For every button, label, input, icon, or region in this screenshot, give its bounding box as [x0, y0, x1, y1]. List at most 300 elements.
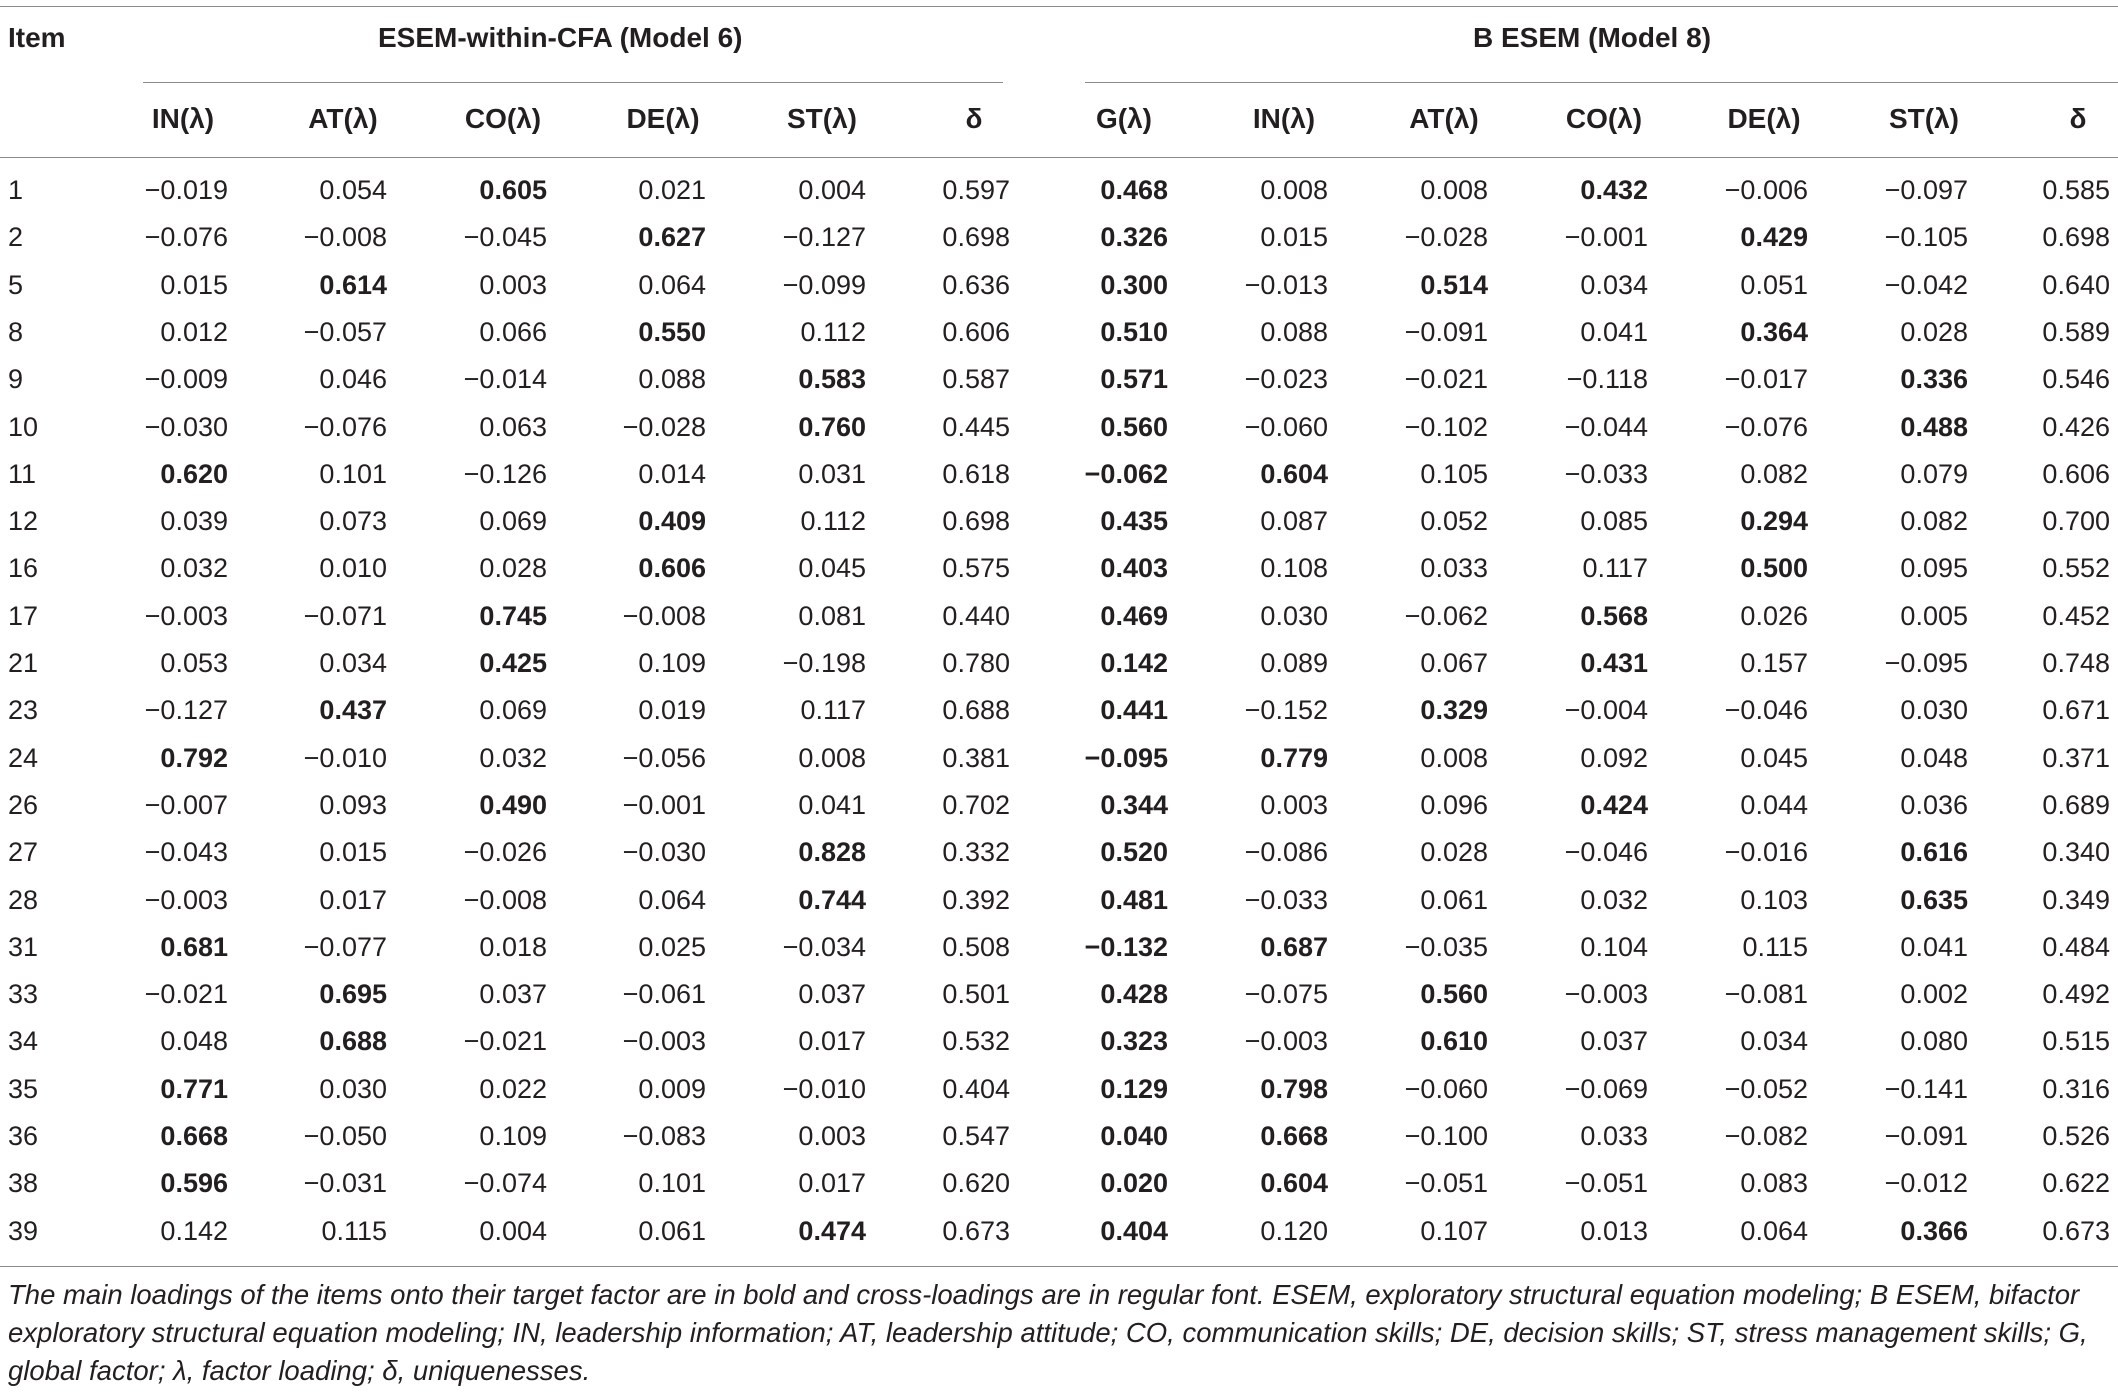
esem-cfa-value: 0.681 [160, 931, 228, 962]
b-esem-value: 0.033 [1580, 1121, 1648, 1151]
b-esem-value: 0.030 [1900, 695, 1968, 726]
b-esem-value: 0.779 [1260, 742, 1328, 773]
b-esem-value: 0.061 [1420, 884, 1488, 915]
esem-cfa-value: −0.003 [622, 1026, 706, 1057]
esem-cfa-value: 0.688 [942, 695, 1010, 726]
b-esem-value: 0.604 [1260, 458, 1328, 489]
b-esem-value: 0.606 [2042, 458, 2110, 489]
b-esem-value: 0.044 [1740, 789, 1808, 820]
b-esem-value: −0.044 [1564, 411, 1648, 442]
item-number: 8 [8, 316, 24, 347]
table-footnote: The main loadings of the items onto their target factor are in bold and cross-loadings are in regular font. ESEM, exploratory structural equation modeling; B ESEM, bifactor exploratory structural equation modeling; IN, leadership information; AT, leadership attitude; CO, communication skills; DE, decision skills; ST, stress management skills; G, global factor; λ, factor loading; δ, uniquenesses. [8, 1279, 2088, 1386]
b-esem-value: 0.040 [1100, 1121, 1168, 1151]
b-esem-value: 0.340 [2042, 837, 2110, 868]
esem-cfa-value: −0.010 [303, 742, 387, 773]
esem-cfa-value: 0.550 [638, 316, 706, 347]
b-esem-value: 0.096 [1420, 789, 1488, 820]
esem-cfa-value: 0.828 [798, 837, 866, 868]
b-esem-value: −0.075 [1244, 979, 1328, 1010]
b-esem-value: 0.033 [1420, 553, 1488, 584]
b-esem-value: 0.635 [1900, 884, 1968, 915]
b-esem-value: 0.336 [1900, 364, 1968, 395]
b-esem-value: 0.008 [1420, 742, 1488, 773]
b-esem-value: 0.041 [1580, 316, 1648, 347]
item-number: 34 [8, 1026, 39, 1057]
b-esem-value: 0.344 [1100, 789, 1168, 820]
group1-col-header: DE(λ) [626, 103, 700, 134]
b-esem-value: 0.028 [1900, 316, 1968, 347]
esem-cfa-value: −0.198 [782, 648, 866, 678]
b-esem-value: 0.032 [1580, 884, 1648, 915]
group1-col-header: AT(λ) [308, 103, 378, 134]
b-esem-value: −0.052 [1724, 1073, 1808, 1104]
b-esem-value: 0.329 [1420, 695, 1488, 726]
b-esem-value: 0.500 [1740, 553, 1808, 584]
esem-cfa-value: 0.101 [638, 1168, 706, 1199]
item-number: 26 [8, 789, 39, 820]
esem-cfa-value: −0.034 [782, 931, 866, 962]
esem-cfa-value: 0.575 [942, 553, 1010, 584]
esem-cfa-value: 0.445 [942, 411, 1010, 442]
esem-cfa-value: −0.061 [622, 979, 706, 1010]
b-esem-value: 0.008 [1260, 175, 1328, 205]
b-esem-value: −0.097 [1884, 175, 1968, 205]
esem-cfa-value: 0.063 [479, 411, 547, 442]
b-esem-value: 0.560 [1100, 411, 1168, 442]
b-esem-value: 0.120 [1260, 1215, 1328, 1246]
b-esem-value: 0.300 [1100, 269, 1168, 300]
esem-cfa-value: 0.780 [942, 648, 1010, 678]
esem-cfa-value: 0.474 [798, 1215, 866, 1246]
esem-cfa-value: 0.021 [638, 175, 706, 205]
b-esem-value: 0.484 [2042, 931, 2110, 962]
esem-cfa-value: 0.332 [942, 837, 1010, 868]
b-esem-value: 0.037 [1580, 1026, 1648, 1057]
item-column-header: Item [8, 22, 66, 53]
esem-cfa-value: −0.008 [303, 222, 387, 253]
esem-cfa-value: 0.409 [638, 506, 706, 537]
esem-cfa-value: 0.668 [160, 1121, 228, 1151]
b-esem-value: −0.105 [1884, 222, 1968, 253]
esem-cfa-value: 0.030 [319, 1073, 387, 1104]
b-esem-value: 0.673 [2042, 1215, 2110, 1246]
b-esem-value: 0.087 [1260, 506, 1328, 537]
b-esem-value: 0.428 [1100, 979, 1168, 1010]
b-esem-value: −0.035 [1404, 931, 1488, 962]
esem-cfa-value: 0.404 [942, 1073, 1010, 1104]
esem-cfa-value: 0.605 [479, 175, 547, 205]
esem-cfa-value: 0.046 [319, 364, 387, 395]
b-esem-value: 0.349 [2042, 884, 2110, 915]
b-esem-value: −0.013 [1244, 269, 1328, 300]
b-esem-value: 0.323 [1100, 1026, 1168, 1057]
esem-cfa-value: 0.627 [638, 222, 706, 253]
b-esem-value: 0.089 [1260, 648, 1328, 678]
item-number: 23 [8, 695, 39, 726]
esem-cfa-value: 0.003 [798, 1121, 866, 1151]
b-esem-value: 0.092 [1580, 742, 1648, 773]
header-bottom-rule [0, 157, 2118, 158]
esem-cfa-value: 0.606 [638, 553, 706, 584]
b-esem-value: −0.023 [1244, 364, 1328, 395]
esem-cfa-value: 0.636 [942, 269, 1010, 300]
esem-cfa-value: 0.698 [942, 222, 1010, 253]
b-esem-value: 0.546 [2042, 364, 2110, 395]
b-esem-value: 0.036 [1900, 789, 1968, 820]
b-esem-value: 0.020 [1100, 1168, 1168, 1199]
esem-cfa-value: 0.064 [638, 269, 706, 300]
b-esem-value: 0.520 [1100, 837, 1168, 868]
esem-cfa-value: 0.022 [479, 1073, 547, 1104]
esem-cfa-value: 0.614 [319, 269, 387, 300]
b-esem-value: 0.048 [1900, 742, 1968, 773]
esem-cfa-value: −0.007 [144, 789, 228, 820]
b-esem-value: 0.095 [1900, 553, 1968, 584]
b-esem-value: 0.030 [1260, 600, 1328, 631]
esem-cfa-value: 0.688 [319, 1026, 387, 1057]
esem-cfa-value: 0.008 [798, 742, 866, 773]
b-esem-value: 0.366 [1900, 1215, 1968, 1246]
b-esem-value: 0.552 [2042, 553, 2110, 584]
b-esem-value: 0.514 [1420, 269, 1488, 300]
item-number: 24 [8, 742, 39, 773]
esem-cfa-value: −0.076 [144, 222, 228, 253]
esem-cfa-value: 0.054 [319, 175, 387, 205]
group1-col-header: IN(λ) [151, 103, 215, 134]
esem-cfa-value: 0.019 [638, 695, 706, 726]
b-esem-value: 0.041 [1900, 931, 1968, 962]
esem-cfa-value: 0.061 [638, 1215, 706, 1246]
b-esem-value: −0.141 [1884, 1073, 1968, 1104]
b-esem-value: 0.700 [2042, 506, 2110, 537]
esem-cfa-value: −0.056 [622, 742, 706, 773]
b-esem-value: −0.003 [1244, 1026, 1328, 1057]
group1-rule [143, 82, 1003, 83]
b-esem-value: −0.060 [1404, 1073, 1488, 1104]
esem-cfa-value: −0.045 [463, 222, 547, 253]
b-esem-value: 0.026 [1740, 600, 1808, 631]
esem-cfa-value: 0.587 [942, 364, 1010, 395]
esem-cfa-value: 0.606 [942, 316, 1010, 347]
esem-cfa-value: 0.392 [942, 884, 1010, 915]
esem-cfa-value: 0.597 [942, 175, 1010, 205]
b-esem-value: −0.033 [1564, 458, 1648, 489]
b-esem-value: 0.008 [1420, 175, 1488, 205]
b-esem-value: 0.005 [1900, 600, 1968, 631]
table-top-rule [0, 6, 2118, 7]
esem-cfa-value: 0.109 [479, 1121, 547, 1151]
esem-cfa-value: 0.508 [942, 931, 1010, 962]
b-esem-value: 0.560 [1420, 979, 1488, 1010]
b-esem-value: −0.021 [1404, 364, 1488, 395]
b-esem-value: −0.100 [1404, 1121, 1488, 1151]
item-number: 9 [8, 364, 24, 395]
b-esem-value: 0.142 [1100, 648, 1168, 678]
esem-cfa-value: 0.583 [798, 364, 866, 395]
item-number: 2 [8, 222, 24, 253]
b-esem-value: 0.294 [1740, 506, 1808, 537]
esem-cfa-value: 0.028 [479, 553, 547, 584]
esem-cfa-value: 0.015 [319, 837, 387, 868]
esem-cfa-value: −0.003 [144, 884, 228, 915]
esem-cfa-value: 0.053 [160, 648, 228, 678]
esem-cfa-value: 0.620 [160, 458, 228, 489]
b-esem-value: −0.028 [1404, 222, 1488, 253]
b-esem-value: 0.371 [2042, 742, 2110, 773]
group2-col-header: G(λ) [1096, 103, 1152, 134]
esem-cfa-value: 0.425 [479, 648, 547, 678]
item-number: 39 [8, 1215, 39, 1246]
esem-cfa-value: 0.490 [479, 789, 547, 820]
b-esem-value: 0.468 [1100, 175, 1168, 205]
b-esem-value: 0.671 [2042, 695, 2110, 726]
item-number: 17 [8, 600, 39, 631]
item-number: 38 [8, 1168, 39, 1199]
b-esem-value: 0.404 [1100, 1215, 1168, 1246]
esem-cfa-value: 0.017 [798, 1026, 866, 1057]
b-esem-value: −0.033 [1244, 884, 1328, 915]
b-esem-value: −0.012 [1884, 1168, 1968, 1199]
esem-cfa-value: −0.026 [463, 837, 547, 868]
b-esem-value: −0.004 [1564, 695, 1648, 726]
esem-cfa-value: 0.073 [319, 506, 387, 537]
b-esem-value: 0.067 [1420, 648, 1488, 678]
esem-cfa-value: 0.003 [479, 269, 547, 300]
b-esem-value: 0.424 [1580, 789, 1648, 820]
esem-cfa-value: 0.702 [942, 789, 1010, 820]
item-number: 12 [8, 506, 39, 537]
b-esem-value: 0.002 [1900, 979, 1968, 1010]
b-esem-value: 0.488 [1900, 411, 1968, 442]
b-esem-value: 0.052 [1420, 506, 1488, 537]
b-esem-value: −0.152 [1244, 695, 1328, 726]
b-esem-value: 0.079 [1900, 458, 1968, 489]
b-esem-value: −0.069 [1564, 1073, 1648, 1104]
b-esem-value: 0.129 [1100, 1073, 1168, 1104]
esem-cfa-value: 0.012 [160, 316, 228, 347]
item-number: 33 [8, 979, 39, 1010]
b-esem-value: 0.034 [1580, 269, 1648, 300]
esem-cfa-value: 0.117 [800, 695, 866, 726]
esem-cfa-value: 0.032 [479, 742, 547, 773]
esem-cfa-value: −0.008 [622, 600, 706, 631]
esem-cfa-value: 0.034 [319, 648, 387, 678]
item-number: 27 [8, 837, 39, 868]
esem-cfa-value: −0.099 [782, 269, 866, 300]
esem-cfa-value: 0.017 [319, 884, 387, 915]
b-esem-value: 0.364 [1740, 316, 1808, 347]
b-esem-value: −0.003 [1564, 979, 1648, 1010]
b-esem-value: 0.429 [1740, 222, 1808, 253]
b-esem-value: 0.431 [1580, 648, 1648, 678]
b-esem-value: 0.045 [1740, 742, 1808, 773]
group2-col-header: δ [2069, 103, 2087, 134]
esem-cfa-value: −0.083 [622, 1121, 706, 1151]
b-esem-value: −0.046 [1564, 837, 1648, 868]
group2-title: B ESEM (Model 8) [1473, 22, 1712, 53]
b-esem-value: 0.689 [2042, 789, 2110, 820]
esem-cfa-value: −0.010 [782, 1073, 866, 1104]
esem-cfa-value: 0.088 [638, 364, 706, 395]
b-esem-value: 0.426 [2042, 411, 2110, 442]
esem-cfa-value: 0.069 [479, 695, 547, 726]
b-esem-value: −0.060 [1244, 411, 1328, 442]
esem-cfa-value: 0.532 [942, 1026, 1010, 1057]
esem-cfa-value: 0.620 [942, 1168, 1010, 1199]
esem-cfa-value: 0.015 [160, 269, 228, 300]
esem-cfa-value: 0.093 [319, 789, 387, 820]
b-esem-value: 0.492 [2042, 979, 2110, 1010]
b-esem-value: 0.080 [1900, 1026, 1968, 1057]
item-number: 35 [8, 1073, 39, 1104]
b-esem-value: 0.432 [1580, 175, 1648, 205]
esem-cfa-value: 0.112 [800, 316, 866, 347]
esem-cfa-value: 0.025 [638, 931, 706, 962]
table-bottom-rule [0, 1266, 2118, 1267]
group2-col-header: CO(λ) [1565, 103, 1643, 134]
esem-cfa-value: 0.115 [321, 1215, 387, 1246]
item-number: 21 [8, 648, 39, 678]
esem-cfa-value: −0.030 [622, 837, 706, 868]
esem-cfa-value: −0.077 [303, 931, 387, 962]
b-esem-value: 0.469 [1100, 600, 1168, 631]
b-esem-value: 0.616 [1900, 837, 1968, 868]
b-esem-value: −0.006 [1724, 175, 1808, 205]
b-esem-value: 0.510 [1100, 316, 1168, 347]
esem-cfa-value: 0.010 [319, 553, 387, 584]
esem-cfa-value: −0.003 [144, 600, 228, 631]
esem-cfa-value: 0.031 [798, 458, 866, 489]
b-esem-value: 0.085 [1580, 506, 1648, 537]
esem-cfa-value: 0.501 [942, 979, 1010, 1010]
b-esem-value: 0.481 [1100, 884, 1168, 915]
esem-cfa-value: 0.547 [942, 1121, 1010, 1151]
esem-cfa-value: −0.031 [303, 1168, 387, 1199]
b-esem-value: −0.091 [1884, 1121, 1968, 1151]
group2-col-header: IN(λ) [1252, 103, 1316, 134]
esem-cfa-value: 0.745 [479, 600, 547, 631]
esem-cfa-value: 0.618 [942, 458, 1010, 489]
b-esem-value: 0.034 [1740, 1026, 1808, 1057]
b-esem-value: −0.017 [1724, 364, 1808, 395]
b-esem-value: 0.104 [1580, 931, 1648, 962]
b-esem-value: 0.668 [1260, 1121, 1328, 1151]
b-esem-value: 0.515 [2042, 1026, 2110, 1057]
esem-cfa-value: 0.004 [798, 175, 866, 205]
esem-cfa-value: −0.019 [144, 175, 228, 205]
b-esem-value: −0.016 [1724, 837, 1808, 868]
b-esem-value: 0.108 [1260, 553, 1328, 584]
esem-cfa-value: −0.001 [622, 789, 706, 820]
b-esem-value: 0.604 [1260, 1168, 1328, 1199]
esem-cfa-value: 0.596 [160, 1168, 228, 1199]
esem-cfa-value: 0.014 [638, 458, 706, 489]
b-esem-value: 0.798 [1260, 1073, 1328, 1104]
item-number: 5 [8, 269, 24, 300]
b-esem-value: −0.086 [1244, 837, 1328, 868]
b-esem-value: 0.015 [1260, 222, 1328, 253]
item-number: 28 [8, 884, 39, 915]
esem-cfa-value: −0.021 [144, 979, 228, 1010]
esem-cfa-value: 0.437 [319, 695, 387, 726]
b-esem-value: 0.568 [1580, 600, 1648, 631]
esem-cfa-value: −0.076 [303, 411, 387, 442]
group1-col-header: CO(λ) [464, 103, 542, 134]
esem-cfa-value: 0.039 [160, 506, 228, 537]
esem-cfa-value: 0.081 [798, 600, 866, 631]
b-esem-value: 0.083 [1740, 1168, 1808, 1199]
esem-cfa-value: −0.050 [303, 1121, 387, 1151]
b-esem-value: 0.589 [2042, 316, 2110, 347]
esem-cfa-value: 0.048 [160, 1026, 228, 1057]
item-number: 11 [8, 458, 37, 489]
esem-cfa-value: 0.112 [800, 506, 866, 537]
esem-cfa-value: 0.017 [798, 1168, 866, 1199]
b-esem-value: 0.687 [1260, 931, 1328, 962]
b-esem-value: −0.118 [1566, 364, 1648, 395]
b-esem-value: −0.095 [1884, 648, 1968, 678]
b-esem-value: 0.103 [1740, 884, 1808, 915]
esem-cfa-value: −0.009 [144, 364, 228, 395]
b-esem-value: 0.698 [2042, 222, 2110, 253]
b-esem-value: 0.640 [2042, 269, 2110, 300]
b-esem-value: −0.095 [1084, 742, 1168, 773]
b-esem-value: −0.076 [1724, 411, 1808, 442]
b-esem-value: 0.028 [1420, 837, 1488, 868]
b-esem-value: 0.748 [2042, 648, 2110, 678]
b-esem-value: −0.042 [1884, 269, 1968, 300]
b-esem-value: 0.013 [1580, 1215, 1648, 1246]
b-esem-value: 0.115 [1742, 931, 1808, 962]
group1-title: ESEM-within-CFA (Model 6) [378, 22, 743, 53]
esem-cfa-value: 0.698 [942, 506, 1010, 537]
b-esem-value: −0.081 [1724, 979, 1808, 1010]
esem-cfa-value: −0.028 [622, 411, 706, 442]
b-esem-value: 0.435 [1100, 506, 1168, 537]
b-esem-value: 0.610 [1420, 1026, 1488, 1057]
b-esem-value: 0.326 [1100, 222, 1168, 253]
esem-cfa-value: −0.008 [463, 884, 547, 915]
b-esem-value: 0.003 [1260, 789, 1328, 820]
b-esem-value: 0.105 [1420, 458, 1488, 489]
group1-col-header: ST(λ) [787, 103, 857, 134]
b-esem-value: 0.526 [2042, 1121, 2110, 1151]
esem-cfa-value: 0.695 [319, 979, 387, 1010]
esem-cfa-value: 0.037 [479, 979, 547, 1010]
esem-cfa-value: 0.004 [479, 1215, 547, 1246]
esem-cfa-value: 0.673 [942, 1215, 1010, 1246]
group2-col-header: ST(λ) [1889, 103, 1959, 134]
item-number: 1 [8, 175, 24, 205]
esem-cfa-value: 0.792 [160, 742, 228, 773]
group2-rule [1085, 82, 2118, 83]
b-esem-value: −0.132 [1084, 931, 1168, 962]
esem-cfa-value: −0.074 [463, 1168, 547, 1199]
b-esem-value: −0.051 [1564, 1168, 1648, 1199]
b-esem-value: 0.064 [1740, 1215, 1808, 1246]
esem-cfa-value: −0.014 [463, 364, 547, 395]
b-esem-value: 0.452 [2042, 600, 2110, 631]
b-esem-value: 0.157 [1740, 648, 1808, 678]
b-esem-value: 0.571 [1100, 364, 1168, 395]
b-esem-value: 0.088 [1260, 316, 1328, 347]
b-esem-value: −0.091 [1404, 316, 1488, 347]
item-number: 10 [8, 411, 39, 442]
esem-cfa-value: −0.030 [144, 411, 228, 442]
esem-cfa-value: 0.109 [638, 648, 706, 678]
esem-cfa-value: 0.009 [638, 1073, 706, 1104]
esem-cfa-value: 0.440 [942, 600, 1010, 631]
